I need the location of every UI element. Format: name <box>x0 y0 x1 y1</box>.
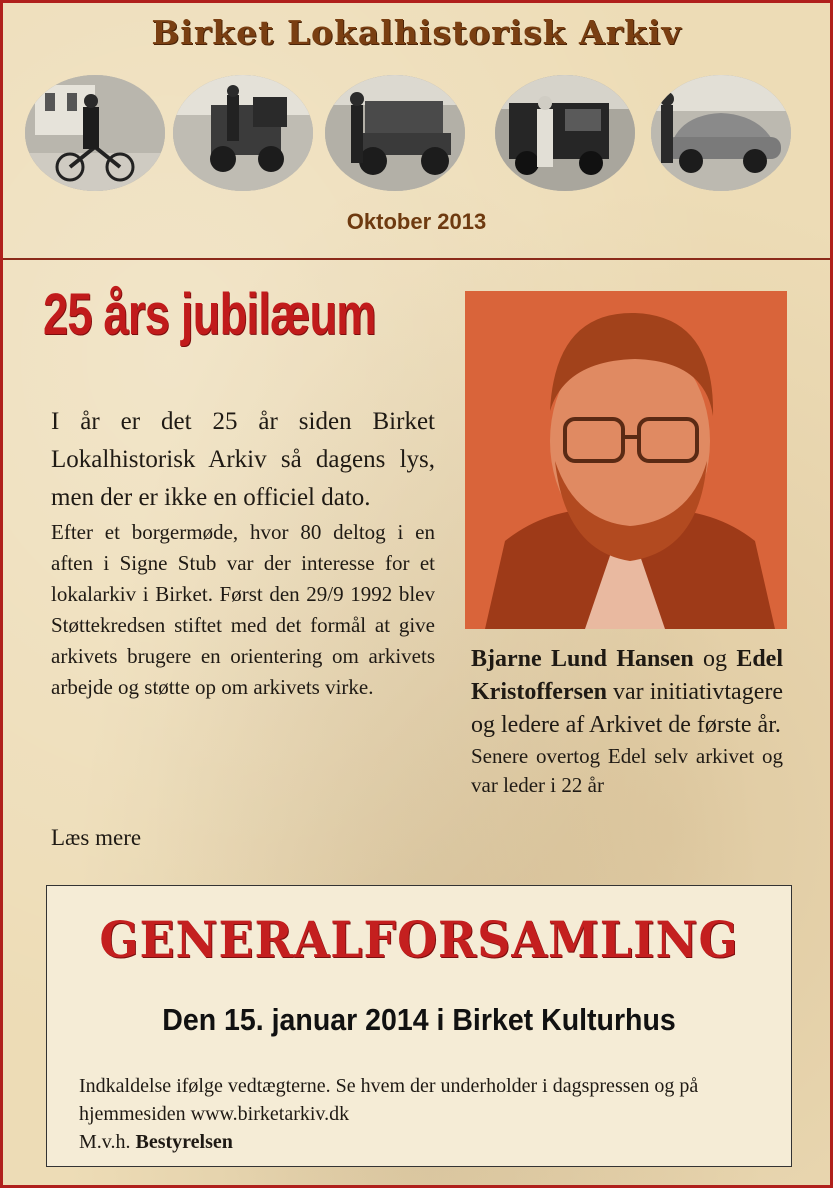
portrait-caption <box>471 643 783 800</box>
motorcycle-photo <box>25 75 165 191</box>
article-intro: I år er det 25 år siden Birket Lokalhistorisk Arkiv så dagens lys, men der er ikke en officiel dato. <box>51 408 435 511</box>
sedan-photo <box>651 75 791 191</box>
caption-text-2: Senere overtog Edel selv arkivet og var leder i 22 år <box>471 744 783 797</box>
portrait-photo <box>465 291 787 629</box>
invitation-text: Indkaldelse ifølge vedtægterne. Se hvem der underholder i dagspressen og på hjemmesiden www.birketarkiv.dk <box>79 1075 699 1125</box>
board-signature: Bestyrelsen <box>135 1131 233 1153</box>
read-more-link[interactable]: Læs mere <box>51 825 142 850</box>
header-divider <box>3 258 830 260</box>
general-meeting-title: GENERALFORSAMLING <box>99 910 739 969</box>
general-meeting-box <box>46 885 792 1167</box>
caption-text-1: var initiativtagere og ledere af Arkivet de første år. <box>471 679 783 738</box>
vintage-car-photo <box>325 75 465 191</box>
general-meeting-text <box>79 1072 769 1156</box>
archive-title: Birket Lokalhistorisk Arkiv <box>151 13 682 52</box>
header <box>3 3 830 257</box>
general-meeting-date: Den 15. januar 2014 i Birket Kulturhus <box>162 1002 676 1037</box>
issue-date: Oktober 2013 <box>346 209 487 234</box>
van-photo <box>495 75 635 191</box>
article-text: Efter et borgermøde, hvor 80 deltog i en aften i Signe Stub var der interesse for et lokalarkiv i Birket. Først den 29/9 1992 blev Støttekredsen stiftet med det formål at give arkivets brugere en orientering om arkivets arbejde og støtte op om arkivets virke. <box>51 520 435 699</box>
article-body <box>51 403 435 703</box>
name-edel: Edel Kristoffersen <box>471 646 783 705</box>
caption-and: og <box>703 646 727 672</box>
name-bjarne: Bjarne Lund Hansen <box>471 646 694 672</box>
jubilee-title: 25 års jubilæum <box>43 282 376 347</box>
vintage-truck-photo <box>173 75 313 191</box>
regards-text: M.v.h. <box>79 1131 131 1153</box>
